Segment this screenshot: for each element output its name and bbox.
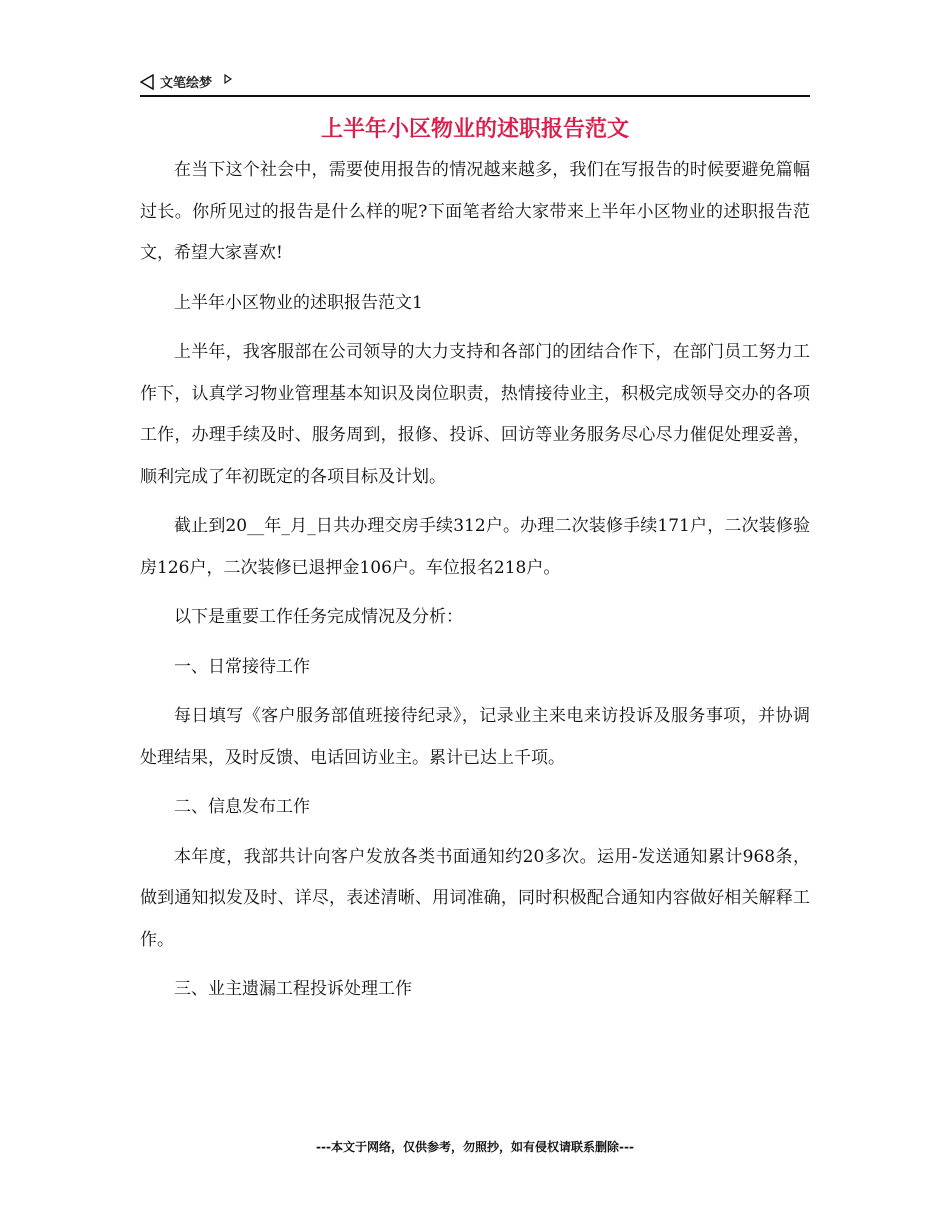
header-divider xyxy=(140,95,810,97)
page-footer: ---本文于网络，仅供参考，勿照抄，如有侵权请联系删除--- xyxy=(316,1140,634,1154)
paragraph: 本年度，我部共计向客户发放各类书面通知约20多次。运用-发送通知累计968条，做到通知拟发及时、详尽，表述清晰、用词准确，同时积极配合通知内容做好相关解释工作。 xyxy=(140,846,810,950)
paragraph: 截止到20__年_月_日共办理交房手续312户。办理二次装修手续171户，二次装修验房126户，二次装修已退押金106户。车位报名218户。 xyxy=(140,516,810,578)
triangle-right-icon xyxy=(224,74,232,84)
section-heading: 三、业主遗漏工程投诉处理工作 xyxy=(174,979,412,999)
brand-label: 文笔绘梦 xyxy=(160,76,213,91)
paragraph: 以下是重要工作任务完成情况及分析： xyxy=(174,607,463,627)
brand xyxy=(140,72,232,91)
paragraph: 上半年，我客服部在公司领导的大力支持和各部门的团结合作下，在部门员工努力工作下，认真学习物业管理基本知识及岗位职责，热情接待业主，积极完成领导交办的各项工作，办理手续及时、服务周到，报修、投诉、回访等业务服务尽心尽力催促处理妥善，顺利完成了年初既定的各项目标及计划。 xyxy=(140,342,810,487)
section-heading: 二、信息发布工作 xyxy=(174,797,310,817)
paragraph-intro: 在当下这个社会中，需要使用报告的情况越来越多，我们在写报告的时候要避免篇幅过长。你所见过的报告是什么样的呢?下面笔者给大家带来上半年小区物业的述职报告范文，希望大家喜欢! xyxy=(140,160,810,263)
document-body xyxy=(140,150,810,1019)
triangle-left-icon xyxy=(140,74,154,90)
paragraph: 每日填写《客户服务部值班接待纪录》，记录业主来电来访投诉及服务事项，并协调处理结果，及时反馈、电话回访业主。累计已达上千项。 xyxy=(140,706,810,768)
document-title: 上半年小区物业的述职报告范文 xyxy=(320,117,629,142)
page-header xyxy=(140,72,810,94)
section-heading: 上半年小区物业的述职报告范文1 xyxy=(174,292,423,313)
section-heading: 一、日常接待工作 xyxy=(174,656,310,677)
